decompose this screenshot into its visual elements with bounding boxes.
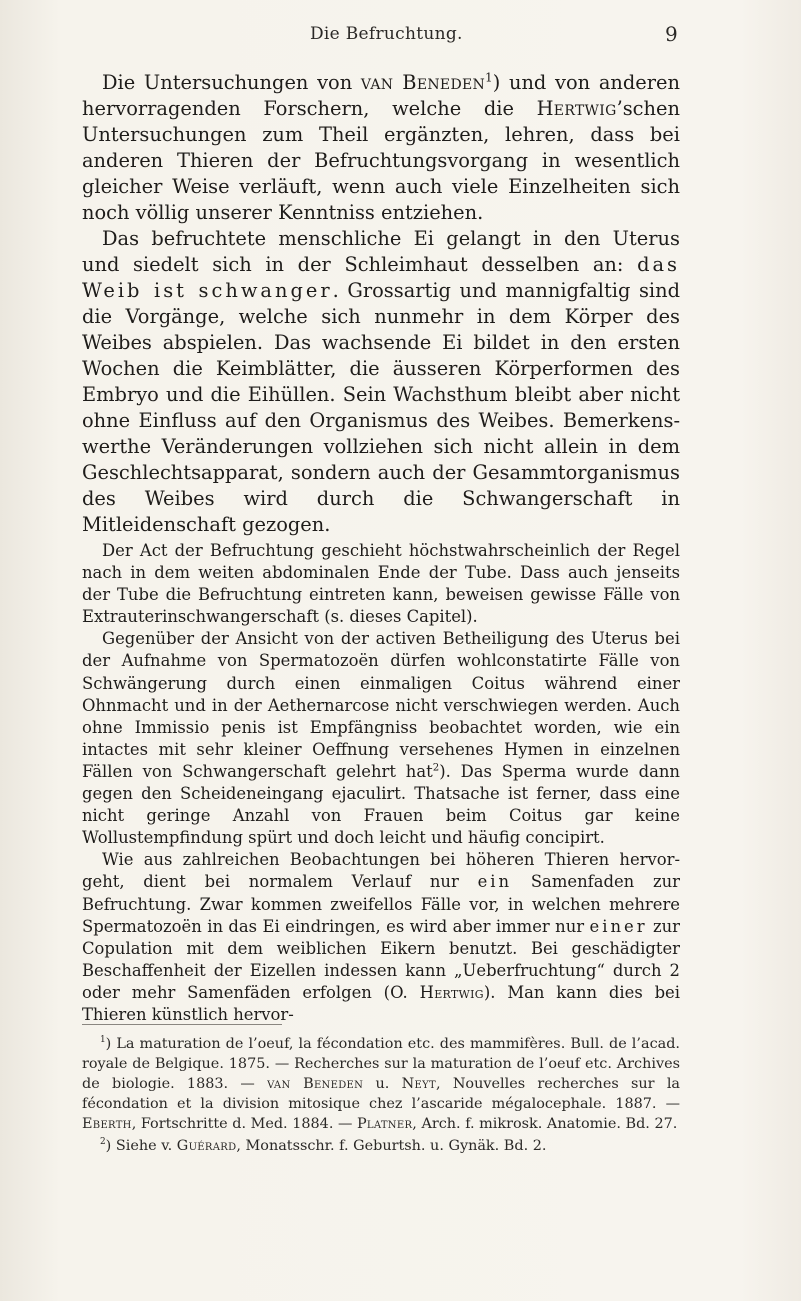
page-number: 9 [665,22,678,46]
text-run: u. [363,1076,402,1092]
author-name: Hertwig [536,97,617,120]
footnote-marker: 2 [100,1137,106,1148]
text-run: Die Untersuchungen von [102,71,361,94]
text-run: ). Man kann dies bei Thieren künstlich hervor- [82,982,681,1024]
footnote [82,1136,680,1156]
text-run: ’schen Untersuchungen zum Theil ergänzten, lehren, dass bei anderen Thieren der Befruchtungsvorgang in wesentlich gleicher Weise verläuft, wenn auch viele Einzelheiten sich noch völlig unserer Kenntniss entziehen. [82,97,680,224]
footnote-marker: 1 [100,1035,106,1046]
footnote-marker: 1 [485,70,493,85]
text-run: Gegenüber der Ansicht von der activen Betheiligung des Uterus bei der Aufnahme von Spermatozoën dürfen wohlconstatirte Fälle von Schwängerung durch einen einmaligen Coitus während einer Ohnmacht und in der Aethernarcose nicht verschwiegen werden. Auch ohne Immissio penis ist Empfängniss beobachtet worden, wie ein intactes mit sehr kleiner Oeffnung versehenes Hymen in einzelnen Fällen von Schwangerschaft gelehrt hat [82,629,680,781]
author-name: van Beneden [360,71,486,94]
paragraph [82,849,680,1026]
text-run: ) La maturation de l’oeuf, la fécondation etc. des mammifères. Bull. de l’acad. royale de Belgique. 1875. — Recherches sur la maturation de l’oeuf etc. Archives de biologie. 1883. — [82,1036,680,1092]
text-run: ). Das Sperma wurde dann gegen den Scheideneingang ejaculirt. Thatsache ist ferner, dass eine nicht geringe Anzahl von Frauen beim Coitus gar keine Wollustempfindung spürt und doch leicht und häufig concipirt. [82,761,680,848]
text-run: Der Act der Befruchtung geschieht höchstwahrscheinlich der Regel nach in dem weiten abdominalen Ende der Tube. Dass auch jenseits der Tube die Befruchtung eintreten kann, beweisen gewisse Fälle von Extrauterinschwangerschaft (s. dieses Capitel). [82,541,680,627]
footnote-divider [82,1024,282,1025]
paragraph [82,628,680,849]
text-run: . Grossartig und mannigfaltig sind die Vorgänge, welche sich nunmehr in dem Körper des Weibes abspielen. Das wachsende Ei bildet in den ersten Wochen die Keimblätter, die äusseren Körperformen des Embryo und die Eihüllen. Sein Wachsthum bleibt aber nicht ohne Einfluss auf den Organismus des Weibes. Bemerkenswerthe Veränderungen vollziehen sich nicht allein in dem Geschlechtsapparat, sondern auch der Gesammtorganismus des Weibes wird durch die Schwangerschaft in Mitleidenschaft gezogen. [82,279,680,536]
running-title: Die Befruchtung. [310,24,463,44]
footnote [82,1034,680,1134]
text-run: , Arch. f. mikrosk. Anatomie. Bd. 27. [412,1116,678,1132]
text-run: zur Copulation mit dem weiblichen Eikern benutzt. Bei geschädigter Beschaffenheit der Eizellen indessen kann „Ueberfruchtung“ durch 2 oder mehr Samenfäden erfolgen (O. [82,916,680,1002]
main-text [82,70,680,1026]
emphasis-text: ein [477,872,513,892]
text-run: ) Siehe v. [105,1138,177,1154]
text-run: ) und von anderen hervorragenden Forschern, welche die [82,71,680,120]
text-run: , Fortschritte d. Med. 1884. — [131,1116,357,1132]
author-name: Guérard [176,1138,237,1154]
emphasis-text: das Weib ist schwanger [82,253,680,302]
author-name: van Beneden [267,1076,364,1092]
author-name: Neyt [401,1076,436,1092]
paragraph [82,540,680,628]
footnotes [82,1034,680,1156]
emphasis-text: einer [589,916,648,936]
author-name: Hertwig [419,982,484,1002]
page-header [80,20,680,50]
text-run: Das befruchtete menschliche Ei gelangt in den Uterus und siedelt sich in der Schleimhaut desselben an: [82,227,680,276]
text-run: , Monatsschr. f. Geburtsh. u. Gynäk. Bd. 2. [236,1138,547,1154]
text-run: Wie aus zahlreichen Beobachtungen bei höheren Thieren hervorgeht, dient bei normalem Verlauf nur [82,850,680,892]
footnote-marker: 2 [432,762,440,774]
author-name: Platner [356,1116,413,1132]
text-run: Samenfaden zur Befruchtung. Zwar kommen zweifellos Fälle vor, in welchen mehrere Spermatozoën in das Ei eindringen, es wird aber immer nur [82,872,680,936]
author-name: Eberth [82,1116,132,1132]
text-run: , Nouvelles recherches sur la fécondation et la division mitosique chez l’ascaride mégalocephale. 1887. — [82,1076,680,1112]
paragraph [82,70,680,226]
paragraph [82,226,680,538]
